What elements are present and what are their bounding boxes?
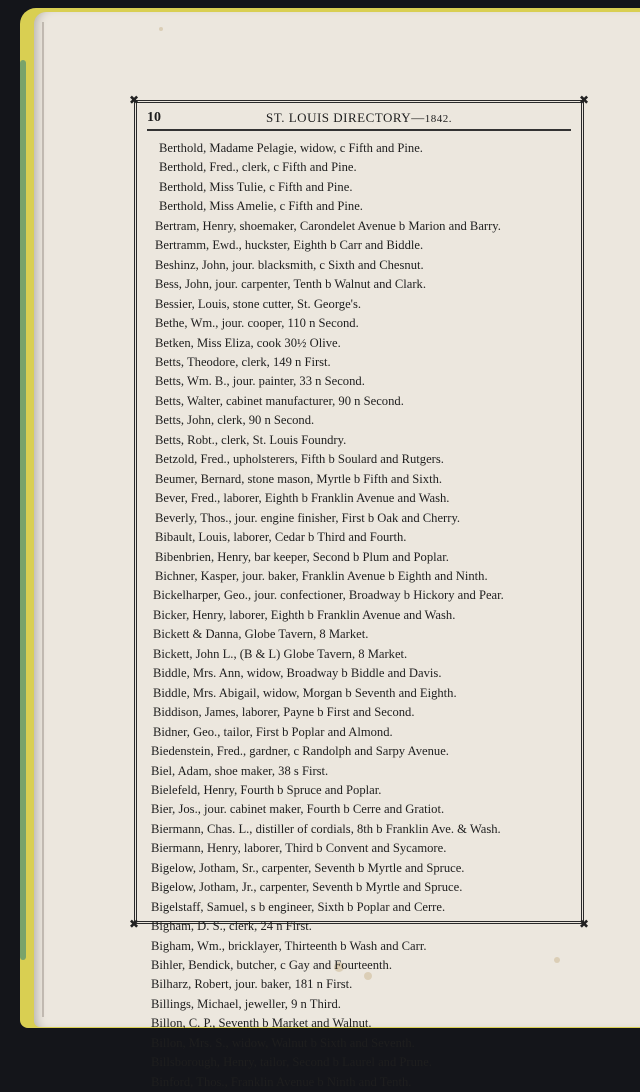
directory-entry: Bigelow, Jotham, Jr., carpenter, Seventh b Myrtle and Spruce.	[151, 880, 463, 895]
directory-entries	[151, 139, 577, 1092]
directory-entry: Billings, Michael, jeweller, 9 n Third.	[151, 996, 341, 1011]
running-title	[207, 110, 511, 126]
directory-entry: Berthold, Madame Pelagie, widow, c Fifth and Pine.	[159, 141, 423, 155]
paper-spot	[159, 27, 163, 31]
directory-entry: Biddle, Mrs. Ann, widow, Broadway b Biddle and Davis.	[153, 666, 442, 681]
directory-entry: Billon, C. P., Seventh b Market and Walnut.	[151, 1016, 372, 1031]
directory-entry: Bigham, Wm., bricklayer, Thirteenth b Wash and Carr.	[151, 938, 427, 953]
directory-entry: Bertramm, Ewd., huckster, Eighth b Carr and Biddle.	[155, 238, 424, 253]
directory-entry: Bever, Fred., laborer, Eighth b Franklin Avenue and Wash.	[155, 491, 450, 506]
directory-entry: Bickett & Danna, Globe Tavern, 8 Market.	[153, 627, 369, 642]
directory-entry: Bigelow, Jotham, Sr., carpenter, Seventh b Myrtle and Spruce.	[151, 860, 465, 875]
directory-entry: Beverly, Thos., jour. engine finisher, First b Oak and Cherry.	[155, 510, 461, 525]
page-border-frame	[129, 93, 590, 1089]
directory-entry: Bertram, Henry, shoemaker, Carondelet Avenue b Marion and Barry.	[155, 218, 501, 233]
directory-entry: Bier, Jos., jour. cabinet maker, Fourth b Cerre and Gratiot.	[151, 802, 445, 817]
directory-entry: Betts, Robt., clerk, St. Louis Foundry.	[155, 432, 347, 447]
directory-entry: Biel, Adam, shoe maker, 38 s First.	[151, 763, 329, 778]
directory-entry: Bickelharper, Geo., jour. confectioner, Broadway b Hickory and Pear.	[153, 588, 504, 603]
directory-entry: Bibenbrien, Henry, bar keeper, Second b Plum and Poplar.	[155, 549, 449, 564]
directory-entry: Bidner, Geo., tailor, First b Poplar and Almond.	[153, 724, 393, 739]
page-header	[147, 107, 571, 131]
book-spine-edge	[20, 60, 26, 960]
directory-entry: Beshinz, John, jour. blacksmith, c Sixth and Chesnut.	[155, 257, 424, 272]
directory-entry: Betzold, Fred., upholsterers, Fifth b Soulard and Rutgers.	[155, 452, 444, 467]
directory-entry: Berthold, Fred., clerk, c Fifth and Pine.	[159, 160, 357, 175]
directory-entry: Biermann, Chas. L., distiller of cordials, 8th b Franklin Ave. & Wash.	[151, 821, 501, 836]
directory-entry: Bihler, Bendick, butcher, c Gay and Fourteenth.	[151, 958, 393, 973]
corner-ornament-icon: ✖	[129, 93, 140, 107]
directory-entry: Biddle, Mrs. Abigail, widow, Morgan b Seventh and Eighth.	[153, 685, 457, 700]
directory-entry: Bigham, D. S., clerk, 24 n First.	[151, 919, 312, 934]
directory-entry: Bielefeld, Henry, Fourth b Spruce and Poplar.	[151, 782, 382, 797]
directory-entry: Berthold, Miss Amelie, c Fifth and Pine.	[159, 199, 363, 214]
directory-entry: Bessier, Louis, stone cutter, St. George's.	[155, 296, 361, 311]
directory-entry: Binford, Thos., Franklin Avenue b Ninth and Tenth.	[151, 1074, 412, 1089]
directory-entry: Betts, John, clerk, 90 n Second.	[155, 413, 315, 428]
directory-entry: Biermann, Henry, laborer, Third b Convent and Sycamore.	[151, 841, 447, 856]
directory-title: ST. LOUIS DIRECTORY—	[266, 110, 425, 125]
page-number: 10	[147, 110, 161, 125]
directory-entry: Bibault, Louis, laborer, Cedar b Third and Fourth.	[155, 530, 407, 545]
directory-entry: Beumer, Bernard, stone mason, Myrtle b Fifth and Sixth.	[155, 471, 443, 486]
directory-entry: Berthold, Miss Tulie, c Fifth and Pine.	[159, 179, 353, 194]
corner-ornament-icon: ✖	[579, 917, 590, 931]
directory-entry: Betken, Miss Eliza, cook 30½ Olive.	[155, 335, 341, 350]
directory-entry: Betts, Theodore, clerk, 149 n First.	[155, 354, 331, 369]
directory-entry: Bethe, Wm., jour. cooper, 110 n Second.	[155, 316, 359, 331]
corner-ornament-icon: ✖	[579, 93, 590, 107]
directory-entry: Biedenstein, Fred., gardner, c Randolph and Sarpy Avenue.	[151, 744, 449, 759]
directory-entry: Bilharz, Robert, jour. baker, 181 n First.	[151, 977, 353, 992]
directory-entry: Betts, Walter, cabinet manufacturer, 90 n Second.	[155, 393, 404, 408]
directory-entry: Bigelstaff, Samuel, s b engineer, Sixth b Poplar and Cerre.	[151, 899, 446, 914]
corner-ornament-icon: ✖	[129, 917, 140, 931]
directory-entry: Bess, John, jour. carpenter, Tenth b Walnut and Clark.	[155, 277, 426, 292]
directory-entry: Biddison, James, laborer, Payne b First and Second.	[153, 705, 415, 720]
directory-entry: Bickett, John L., (B & L) Globe Tavern, 8 Market.	[153, 646, 408, 661]
directory-entry: Bicker, Henry, laborer, Eighth b Franklin Avenue and Wash.	[153, 607, 456, 622]
directory-year: 1842.	[424, 113, 452, 125]
directory-entry: Billsborough, Henry, tailor, Second b Laurel and Prune.	[151, 1055, 432, 1070]
directory-entry: Betts, Wm. B., jour. painter, 33 n Second.	[155, 374, 365, 389]
directory-entry: Billon, Mrs. S., widow, Walnut b Sixth and Seventh.	[151, 1035, 415, 1050]
directory-entry: Bichner, Kasper, jour. baker, Franklin Avenue b Eighth and Ninth.	[155, 568, 488, 583]
